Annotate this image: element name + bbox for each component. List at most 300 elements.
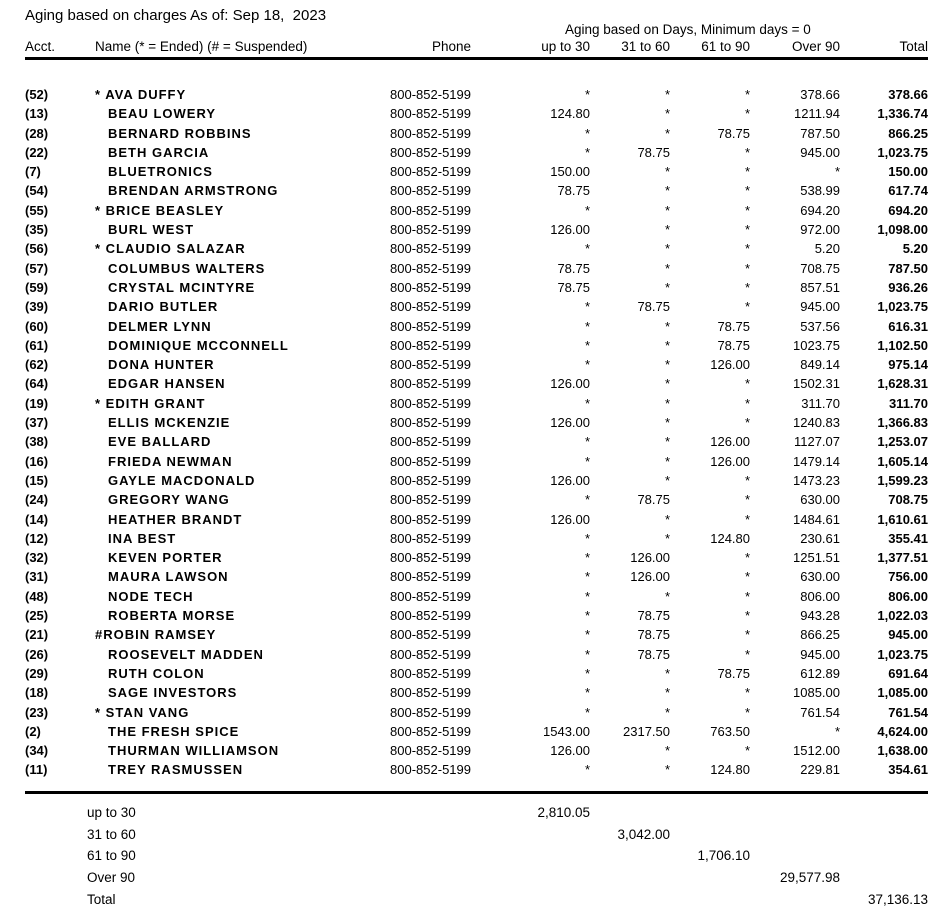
61-to-90-cell: 124.80: [710, 762, 750, 778]
acct-cell: (64): [25, 376, 49, 392]
over-90-cell: 1479.14: [793, 453, 840, 469]
total-cell: 708.75: [888, 492, 928, 508]
name-cell: BETH GARCIA: [108, 144, 210, 160]
table-row: [0, 85, 947, 104]
table-row: [0, 162, 947, 181]
summary-value: 3,042.00: [617, 826, 670, 842]
acct-cell: (18): [25, 685, 49, 701]
table-row: [0, 722, 947, 741]
up-to-30-cell: 126.00: [550, 222, 590, 238]
total-cell: 1,599.23: [877, 472, 928, 488]
61-to-90-cell: 78.75: [717, 318, 750, 334]
over-90-cell: 1127.07: [793, 434, 840, 450]
summary-label: Total: [87, 891, 116, 907]
total-cell: 354.61: [888, 762, 928, 778]
column-header-acct: Acct.: [25, 39, 56, 54]
total-cell: 1,085.00: [877, 685, 928, 701]
31-to-60-cell: *: [664, 164, 670, 180]
name-cell: KEVEN PORTER: [108, 550, 223, 566]
column-header-row: [0, 39, 947, 54]
31-to-60-cell: *: [664, 241, 670, 257]
up-to-30-cell: 126.00: [550, 511, 590, 527]
31-to-60-cell: 78.75: [637, 492, 670, 508]
61-to-90-cell: *: [744, 87, 750, 102]
summary-label: Over 90: [87, 870, 136, 886]
phone-cell: 800-852-5199: [390, 472, 471, 488]
summary-empty-cell: [750, 824, 840, 846]
summary-row: [0, 889, 947, 910]
table-row: [0, 374, 947, 393]
up-to-30-cell: *: [584, 241, 590, 257]
total-cell: 617.74: [888, 183, 928, 199]
summary-empty-cell: [471, 889, 590, 910]
up-to-30-cell: *: [584, 318, 590, 334]
over-90-cell: 806.00: [800, 588, 840, 604]
phone-cell: 800-852-5199: [390, 588, 471, 604]
over-90-cell: 694.20: [800, 202, 840, 218]
61-to-90-cell: *: [744, 608, 750, 624]
summary-empty-cell: [750, 889, 840, 910]
phone-cell: 800-852-5199: [390, 260, 471, 276]
acct-cell: (16): [25, 453, 49, 469]
phone-cell: 800-852-5199: [390, 144, 471, 160]
31-to-60-cell: 78.75: [637, 608, 670, 624]
phone-cell: 800-852-5199: [390, 87, 471, 102]
table-row: [0, 104, 947, 123]
summary-label: 61 to 90: [87, 848, 136, 864]
summary-empty-cell: [471, 867, 590, 889]
61-to-90-cell: *: [744, 241, 750, 257]
summary-value: 2,810.05: [537, 805, 590, 820]
61-to-90-cell: *: [744, 646, 750, 662]
31-to-60-cell: *: [664, 762, 670, 778]
summary-empty-cell: [380, 889, 471, 910]
total-cell: 691.64: [888, 665, 928, 681]
column-header-up-to-30: up to 30: [541, 39, 590, 54]
name-cell: * AVA DUFFY: [95, 87, 187, 102]
31-to-60-cell: *: [664, 318, 670, 334]
31-to-60-cell: *: [664, 87, 670, 102]
total-cell: 1,628.31: [877, 376, 928, 392]
summary-empty-cell: [471, 845, 590, 867]
total-cell: 945.00: [888, 627, 928, 643]
summary-empty-cell: [380, 845, 471, 867]
31-to-60-cell: *: [664, 337, 670, 353]
total-cell: 761.54: [888, 704, 928, 720]
table-row: [0, 606, 947, 625]
up-to-30-cell: *: [584, 762, 590, 778]
table-row: [0, 548, 947, 567]
61-to-90-cell: 78.75: [717, 665, 750, 681]
table-row: [0, 760, 947, 779]
acct-cell: (39): [25, 299, 49, 315]
61-to-90-cell: *: [744, 685, 750, 701]
61-to-90-cell: *: [744, 222, 750, 238]
up-to-30-cell: *: [584, 530, 590, 546]
phone-cell: 800-852-5199: [390, 183, 471, 199]
table-row: [0, 355, 947, 374]
up-to-30-cell: 126.00: [550, 472, 590, 488]
over-90-cell: 229.81: [800, 762, 840, 778]
acct-cell: (37): [25, 415, 49, 431]
table-row: [0, 336, 947, 355]
over-90-cell: 378.66: [800, 87, 840, 102]
acct-cell: (28): [25, 125, 49, 141]
up-to-30-cell: 78.75: [557, 183, 590, 199]
summary-value: 29,577.98: [779, 870, 840, 886]
acct-cell: (19): [25, 395, 49, 411]
61-to-90-cell: *: [744, 299, 750, 315]
up-to-30-cell: 78.75: [557, 260, 590, 276]
acct-cell: (32): [25, 550, 49, 566]
summary-empty-cell: [840, 824, 928, 846]
summary-empty-cell: [380, 802, 471, 824]
over-90-cell: 5.20: [814, 241, 840, 257]
over-90-cell: 761.54: [800, 704, 840, 720]
name-cell: TREY RASMUSSEN: [108, 762, 244, 778]
table-row: [0, 297, 947, 316]
up-to-30-cell: 124.80: [550, 106, 590, 122]
total-cell: 355.41: [888, 530, 928, 546]
name-cell: NODE TECH: [108, 588, 194, 604]
summary-empty-cell: [840, 802, 928, 824]
table-row: [0, 259, 947, 278]
up-to-30-cell: *: [584, 569, 590, 585]
up-to-30-cell: *: [584, 337, 590, 353]
total-cell: 694.20: [888, 202, 928, 218]
summary-empty-cell: [670, 867, 750, 889]
up-to-30-cell: *: [584, 299, 590, 315]
table-row: [0, 567, 947, 586]
phone-cell: 800-852-5199: [390, 415, 471, 431]
over-90-cell: *: [834, 723, 840, 739]
total-cell: 1,377.51: [877, 550, 928, 566]
61-to-90-cell: *: [744, 472, 750, 488]
summary-label: up to 30: [87, 805, 136, 820]
up-to-30-cell: *: [584, 646, 590, 662]
summary-value: 1,706.10: [697, 848, 750, 864]
61-to-90-cell: 126.00: [710, 453, 750, 469]
summary-empty-cell: [471, 824, 590, 846]
acct-cell: (2): [25, 723, 41, 739]
acct-cell: (55): [25, 202, 49, 218]
up-to-30-cell: *: [584, 608, 590, 624]
column-header-61-to-90: 61 to 90: [701, 39, 750, 54]
61-to-90-cell: *: [744, 202, 750, 218]
up-to-30-cell: *: [584, 492, 590, 508]
acct-cell: (29): [25, 665, 49, 681]
up-to-30-cell: 1543.00: [543, 723, 590, 739]
summary-empty-cell: [25, 845, 95, 867]
acct-cell: (38): [25, 434, 49, 450]
report-title: Aging based on charges As of: Sep 18, 2023: [25, 7, 327, 24]
61-to-90-cell: *: [744, 260, 750, 276]
up-to-30-cell: *: [584, 87, 590, 102]
name-cell: ROBERTA MORSE: [108, 608, 236, 624]
over-90-cell: 1085.00: [793, 685, 840, 701]
31-to-60-cell: *: [664, 183, 670, 199]
summary-empty-cell: [590, 802, 670, 824]
over-90-cell: 1502.31: [793, 376, 840, 392]
name-cell: * BRICE BEASLEY: [95, 202, 225, 218]
phone-cell: 800-852-5199: [390, 318, 471, 334]
31-to-60-cell: *: [664, 588, 670, 604]
name-cell: BERNARD ROBBINS: [108, 125, 252, 141]
summary-empty-cell: [590, 889, 670, 910]
summary-empty-cell: [750, 845, 840, 867]
total-cell: 866.25: [888, 125, 928, 141]
over-90-cell: 311.70: [801, 395, 840, 411]
name-cell: BURL WEST: [108, 222, 195, 238]
61-to-90-cell: *: [744, 395, 750, 411]
table-row: [0, 201, 947, 220]
over-90-cell: 945.00: [800, 144, 840, 160]
over-90-cell: 1023.75: [793, 337, 840, 353]
phone-cell: 800-852-5199: [390, 743, 471, 759]
over-90-cell: 849.14: [800, 357, 840, 373]
summary-empty-cell: [25, 824, 95, 846]
over-90-cell: 787.50: [800, 125, 840, 141]
summary-empty-cell: [380, 824, 471, 846]
table-row: [0, 703, 947, 722]
name-cell: * CLAUDIO SALAZAR: [95, 241, 246, 257]
31-to-60-cell: 126.00: [630, 569, 670, 585]
total-cell: 1,023.75: [877, 646, 928, 662]
table-row: [0, 220, 947, 239]
phone-cell: 800-852-5199: [390, 723, 471, 739]
31-to-60-cell: *: [664, 530, 670, 546]
total-cell: 975.14: [888, 357, 928, 373]
phone-cell: 800-852-5199: [390, 453, 471, 469]
total-cell: 378.66: [888, 87, 928, 102]
table-row: [0, 529, 947, 548]
acct-cell: (59): [25, 279, 49, 295]
phone-cell: 800-852-5199: [390, 646, 471, 662]
over-90-cell: 708.75: [800, 260, 840, 276]
total-cell: 1,638.00: [877, 743, 928, 759]
61-to-90-cell: 763.50: [710, 723, 750, 739]
31-to-60-cell: *: [664, 472, 670, 488]
summary-row: [0, 824, 947, 846]
acct-cell: (60): [25, 318, 49, 334]
31-to-60-cell: *: [664, 665, 670, 681]
over-90-cell: 630.00: [800, 569, 840, 585]
total-cell: 150.00: [888, 164, 928, 180]
name-cell: DONA HUNTER: [108, 357, 215, 373]
61-to-90-cell: *: [744, 743, 750, 759]
phone-cell: 800-852-5199: [390, 357, 471, 373]
table-row: [0, 490, 947, 509]
over-90-cell: *: [834, 164, 840, 180]
up-to-30-cell: 126.00: [550, 376, 590, 392]
31-to-60-cell: 78.75: [637, 299, 670, 315]
summary-row: [0, 802, 947, 824]
column-header-name: Name (* = Ended) (# = Suspended): [95, 39, 308, 54]
up-to-30-cell: *: [584, 665, 590, 681]
total-cell: 1,366.83: [877, 415, 928, 431]
phone-cell: 800-852-5199: [390, 627, 471, 643]
summary-empty-cell: [590, 867, 670, 889]
summary-value: 37,136.13: [867, 891, 928, 907]
over-90-cell: 1240.83: [793, 415, 840, 431]
phone-cell: 800-852-5199: [390, 279, 471, 295]
table-row: [0, 143, 947, 162]
over-90-cell: 1484.61: [793, 511, 840, 527]
acct-cell: (25): [25, 608, 49, 624]
61-to-90-cell: *: [744, 588, 750, 604]
total-cell: 1,098.00: [877, 222, 928, 238]
name-cell: FRIEDA NEWMAN: [108, 453, 233, 469]
acct-cell: (7): [25, 164, 41, 180]
name-cell: BLUETRONICS: [108, 164, 213, 180]
name-cell: SAGE INVESTORS: [108, 685, 238, 701]
acct-cell: (31): [25, 569, 49, 585]
up-to-30-cell: *: [584, 357, 590, 373]
over-90-cell: 612.89: [800, 665, 840, 681]
total-cell: 756.00: [888, 569, 928, 585]
name-cell: * EDITH GRANT: [95, 395, 206, 411]
61-to-90-cell: 78.75: [717, 337, 750, 353]
phone-cell: 800-852-5199: [390, 125, 471, 141]
column-header-phone: Phone: [431, 39, 471, 54]
up-to-30-cell: *: [584, 588, 590, 604]
table-row: [0, 741, 947, 760]
phone-cell: 800-852-5199: [390, 530, 471, 546]
total-cell: 1,023.75: [877, 144, 928, 160]
column-header-total: Total: [899, 39, 928, 54]
up-to-30-cell: *: [584, 395, 590, 411]
phone-cell: 800-852-5199: [390, 222, 471, 238]
phone-cell: 800-852-5199: [390, 550, 471, 566]
61-to-90-cell: *: [744, 376, 750, 392]
over-90-cell: 538.99: [800, 183, 840, 199]
over-90-cell: 630.00: [800, 492, 840, 508]
61-to-90-cell: *: [744, 627, 750, 643]
61-to-90-cell: *: [744, 511, 750, 527]
table-row: [0, 278, 947, 297]
summary-row: [0, 845, 947, 867]
summary-section: [0, 802, 947, 910]
31-to-60-cell: *: [664, 395, 670, 411]
acct-cell: (14): [25, 511, 49, 527]
table-row: [0, 239, 947, 258]
31-to-60-cell: 78.75: [637, 627, 670, 643]
31-to-60-cell: *: [664, 376, 670, 392]
31-to-60-cell: *: [664, 106, 670, 122]
acct-cell: (57): [25, 260, 49, 276]
over-90-cell: 857.51: [800, 279, 840, 295]
61-to-90-cell: *: [744, 704, 750, 720]
phone-cell: 800-852-5199: [390, 511, 471, 527]
summary-empty-cell: [590, 845, 670, 867]
31-to-60-cell: *: [664, 222, 670, 238]
name-cell: DARIO BUTLER: [108, 299, 219, 315]
phone-cell: 800-852-5199: [390, 492, 471, 508]
up-to-30-cell: *: [584, 627, 590, 643]
table-row: [0, 394, 947, 413]
total-cell: 806.00: [888, 588, 928, 604]
summary-empty-cell: [25, 867, 95, 889]
acct-cell: (54): [25, 183, 49, 199]
name-cell: EVE BALLARD: [108, 434, 212, 450]
summary-empty-cell: [670, 824, 750, 846]
phone-cell: 800-852-5199: [390, 608, 471, 624]
total-cell: 4,624.00: [877, 723, 928, 739]
over-90-cell: 972.00: [800, 222, 840, 238]
over-90-cell: 1211.94: [793, 106, 840, 122]
acct-cell: (26): [25, 646, 49, 662]
table-row: [0, 413, 947, 432]
31-to-60-cell: *: [664, 511, 670, 527]
header-divider-rule: [25, 57, 928, 60]
61-to-90-cell: 78.75: [717, 125, 750, 141]
acct-cell: (56): [25, 241, 49, 257]
total-cell: 1,102.50: [877, 337, 928, 353]
over-90-cell: 945.00: [800, 299, 840, 315]
31-to-60-cell: 2317.50: [623, 723, 670, 739]
61-to-90-cell: *: [744, 415, 750, 431]
total-cell: 1,336.74: [877, 106, 928, 122]
summary-empty-cell: [840, 845, 928, 867]
61-to-90-cell: *: [744, 164, 750, 180]
table-row: [0, 664, 947, 683]
summary-empty-cell: [25, 889, 95, 910]
phone-cell: 800-852-5199: [390, 202, 471, 218]
acct-cell: (22): [25, 144, 49, 160]
acct-cell: (21): [25, 627, 49, 643]
acct-cell: (35): [25, 222, 49, 238]
total-cell: 787.50: [888, 260, 928, 276]
total-cell: 1,022.03: [877, 608, 928, 624]
name-cell: ELLIS MCKENZIE: [108, 415, 231, 431]
phone-cell: 800-852-5199: [390, 376, 471, 392]
over-90-cell: 1512.00: [793, 743, 840, 759]
table-row: [0, 587, 947, 606]
up-to-30-cell: *: [584, 550, 590, 566]
name-cell: HEATHER BRANDT: [108, 511, 243, 527]
acct-cell: (52): [25, 87, 49, 102]
name-cell: DELMER LYNN: [108, 318, 212, 334]
total-cell: 1,023.75: [877, 299, 928, 315]
name-cell: #ROBIN RAMSEY: [95, 627, 217, 643]
table-row: [0, 181, 947, 200]
acct-cell: (48): [25, 588, 49, 604]
column-header-over-90: Over 90: [791, 39, 840, 54]
totals-divider-rule: [25, 791, 928, 794]
61-to-90-cell: *: [744, 492, 750, 508]
summary-empty-cell: [25, 802, 95, 824]
up-to-30-cell: 78.75: [557, 279, 590, 295]
table-row: [0, 625, 947, 644]
phone-cell: 800-852-5199: [390, 704, 471, 720]
61-to-90-cell: *: [744, 569, 750, 585]
total-cell: 5.20: [902, 241, 928, 257]
summary-empty-cell: [750, 802, 840, 824]
acct-cell: (11): [25, 762, 48, 778]
over-90-cell: 1251.51: [793, 550, 840, 566]
61-to-90-cell: *: [744, 279, 750, 295]
name-cell: GREGORY WANG: [108, 492, 230, 508]
up-to-30-cell: *: [584, 453, 590, 469]
phone-cell: 800-852-5199: [390, 685, 471, 701]
31-to-60-cell: *: [664, 260, 670, 276]
acct-cell: (15): [25, 472, 49, 488]
name-cell: BRENDAN ARMSTRONG: [108, 183, 279, 199]
total-cell: 1,610.61: [877, 511, 928, 527]
over-90-cell: 866.25: [800, 627, 840, 643]
61-to-90-cell: *: [744, 183, 750, 199]
up-to-30-cell: *: [584, 202, 590, 218]
